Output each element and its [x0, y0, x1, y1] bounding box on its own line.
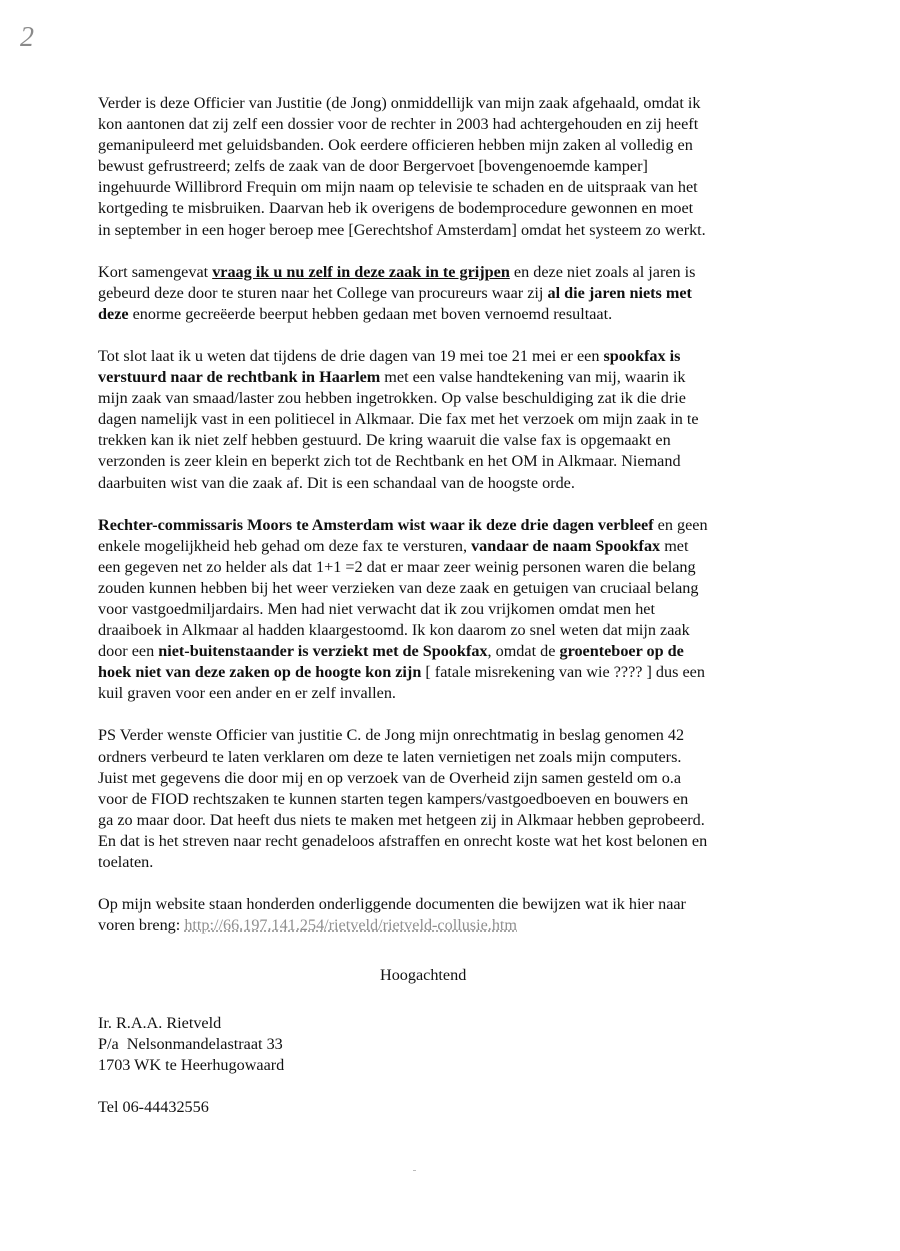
- closing-salutation: Hoogachtend: [380, 966, 467, 984]
- emphasized-text: vraag ik u nu zelf in deze zaak in te grijpen: [212, 262, 510, 281]
- text-line: [98, 599, 858, 620]
- emphasized-text: al die jaren niets met: [547, 283, 692, 302]
- text-run: voor de FIOD rechtszaken te kunnen starten tegen kampers/vastgoedboeven en bouwers en: [98, 789, 689, 808]
- text-line: [98, 515, 858, 536]
- website-link[interactable]: http://66.197.141.254/rietveld/rietveld-collusie.htm: [184, 916, 518, 935]
- text-run: En dat is het streven naar recht genadeloos afstraffen en onrecht koste wat het kost belonen en: [98, 831, 708, 850]
- text-line: [98, 747, 858, 768]
- emphasized-text: verstuurd naar de rechtbank in Haarlem: [98, 368, 381, 387]
- text-run: en geen: [653, 515, 708, 534]
- text-run: bewust gefrustreerd; zelfs de zaak van de door Bergervoet [bovengenoemde kamper]: [98, 157, 648, 176]
- emphasized-text: hoek niet van deze zaken op de hoogte kon zijn: [98, 663, 422, 682]
- paragraph: [98, 515, 858, 705]
- text-line: [98, 177, 858, 198]
- text-line: [98, 409, 858, 430]
- text-run: kortgeding te misbruiken. Daarvan heb ik overigens de bodemprocedure gewonnen en moet: [98, 199, 694, 218]
- text-line: [98, 578, 858, 599]
- signature-spacer: [98, 1076, 284, 1097]
- text-run: enorme gecreëerde beerput hebben gedaan met boven vernoemd resultaat.: [128, 304, 613, 323]
- signature-address-street: P/a Nelsonmandelastraat 33: [98, 1035, 283, 1054]
- text-run: Juist met gegevens die door mij en op verzoek van de Overheid zijn samen gesteld om o.a: [98, 768, 682, 787]
- text-line: [98, 473, 858, 494]
- text-run: een gegeven net zo helder als dat 1+1 =2 dat er maar zeer weinig personen waren die belang: [98, 557, 696, 576]
- text-line: [98, 810, 858, 831]
- text-line: [98, 430, 858, 451]
- text-run: met een valse handtekening van mij, waarin ik: [380, 368, 686, 387]
- text-run: in september in een hoger beroep mee [Gerechtshof Amsterdam] omdat het systeem zo werkt.: [98, 220, 706, 239]
- text-run: trekken kan ik niet zelf hebben gestuurd. De kring waaruit die valse fax is opgemaakt en: [98, 431, 671, 450]
- emphasized-text: niet-buitenstaander is verziekt met de Spookfax: [158, 642, 488, 661]
- signature-address-city: 1703 WK te Heerhugowaard: [98, 1056, 285, 1075]
- page-number: 2: [20, 22, 34, 53]
- text-run: gemanipuleerd met geluidsbanden. Ook eerdere officieren hebben mijn zaken al volledig en: [98, 136, 693, 155]
- text-line: [98, 283, 858, 304]
- text-line: [98, 388, 858, 409]
- paragraph: [98, 262, 858, 325]
- text-line: [98, 894, 858, 915]
- text-run: kon aantonen dat zij zelf een dossier voor de rechter in 2003 had achtergehouden en zij heeft: [98, 115, 699, 134]
- text-line: [98, 683, 858, 704]
- text-run: zouden kunnen hebben bij het weer verzieken van deze zaak en getuigen van cruciaal belang: [98, 578, 699, 597]
- text-run: met: [660, 536, 689, 555]
- text-run: , omdat de: [487, 642, 560, 661]
- text-run: [ fatale misrekening van wie ???? ] dus een: [421, 663, 705, 682]
- text-run: verzonden is zeer klein en beperkt zich tot de Rechtbank en het OM in Alkmaar. Niemand: [98, 452, 681, 471]
- paragraph: [98, 93, 858, 241]
- emphasized-text: deze: [98, 304, 129, 323]
- text-line: [98, 220, 858, 241]
- text-line: [98, 536, 858, 557]
- text-line: [98, 725, 858, 746]
- text-line: [98, 135, 858, 156]
- emphasized-text: spookfax is: [603, 346, 681, 365]
- text-run: voren breng:: [98, 916, 185, 935]
- text-line: [98, 346, 858, 367]
- text-run: ga zo maar door. Dat heeft dus niets te maken met hetgeen zij in Alkmaar hebben geprobeerd.: [98, 810, 705, 829]
- text-run: toelaten.: [98, 853, 154, 871]
- paragraph: [98, 725, 858, 873]
- text-line: [98, 915, 858, 936]
- text-line: [98, 831, 858, 852]
- paragraph: [98, 346, 858, 494]
- text-line: [98, 304, 858, 325]
- emphasized-text: groenteboer op de: [559, 642, 684, 661]
- text-line: [98, 451, 858, 472]
- text-run: en deze niet zoals al jaren is: [509, 262, 696, 281]
- text-run: Kort samengevat: [98, 262, 213, 281]
- text-run: draaiboek in Alkmaar al hadden klaargestoomd. Ik kon daarom zo snel weten dat mijn zaak: [98, 621, 690, 640]
- text-line: [98, 262, 858, 283]
- text-line: [98, 768, 858, 789]
- text-line: [98, 641, 858, 662]
- text-line: [98, 662, 858, 683]
- text-line: [98, 852, 858, 873]
- text-run: dagen namelijk vast in een politiecel in Alkmaar. Die fax met het verzoek om mijn zaak in te: [98, 410, 699, 429]
- letter-body: [98, 93, 858, 957]
- text-line: [98, 557, 858, 578]
- text-line: [98, 114, 858, 135]
- text-line: [98, 789, 858, 810]
- text-run: door een: [98, 642, 159, 661]
- emphasized-text: Rechter-commissaris Moors te Amsterdam wist waar ik deze drie dagen verbleef: [98, 515, 654, 534]
- scan-speck: [413, 1170, 416, 1171]
- text-run: gebeurd deze door te sturen naar het College van procureurs waar zij: [98, 283, 548, 302]
- emphasized-text: vandaar de naam Spookfax: [471, 536, 661, 555]
- text-run: daarbuiten wist van die zaak af. Dit is een schandaal van de hoogste orde.: [98, 473, 575, 492]
- text-line: [98, 198, 858, 219]
- paragraph: [98, 894, 858, 936]
- text-run: Op mijn website staan honderden onderliggende documenten die bewijzen wat ik hier naar: [98, 895, 686, 914]
- text-run: ingehuurde Willibrord Frequin om mijn naam op televisie te schaden en de uitspraak van het: [98, 178, 698, 197]
- text-run: kuil graven voor een ander en er zelf invallen.: [98, 684, 396, 703]
- text-line: [98, 93, 858, 114]
- signature-block: [98, 1013, 284, 1118]
- text-run: PS Verder wenste Officier van justitie C. de Jong mijn onrechtmatig in beslag genomen 42: [98, 726, 685, 745]
- signature-name: Ir. R.A.A. Rietveld: [98, 1014, 222, 1032]
- text-line: [98, 620, 858, 641]
- text-line: [98, 156, 858, 177]
- text-run: mijn zaak van smaad/laster zou hebben ingetrokken. Op valse beschuldiging zat ik die drie: [98, 389, 686, 408]
- text-run: Tot slot laat ik u weten dat tijdens de drie dagen van 19 mei toe 21 mei er een: [98, 346, 604, 365]
- text-line: [98, 367, 858, 388]
- signature-phone: Tel 06-44432556: [98, 1098, 209, 1117]
- text-run: enkele mogelijkheid heb gehad om deze fax te versturen,: [98, 536, 472, 555]
- text-run: Verder is deze Officier van Justitie (de Jong) onmiddellijk van mijn zaak afgehaald, omdat ik: [98, 94, 701, 112]
- text-run: voor vastgoedmiljardairs. Men had niet verwacht dat ik zou vrijkomen omdat men het: [98, 599, 655, 618]
- text-run: ordners verbeurd te laten verklaren om deze te laten vernietigen net zoals mijn computers.: [98, 747, 682, 766]
